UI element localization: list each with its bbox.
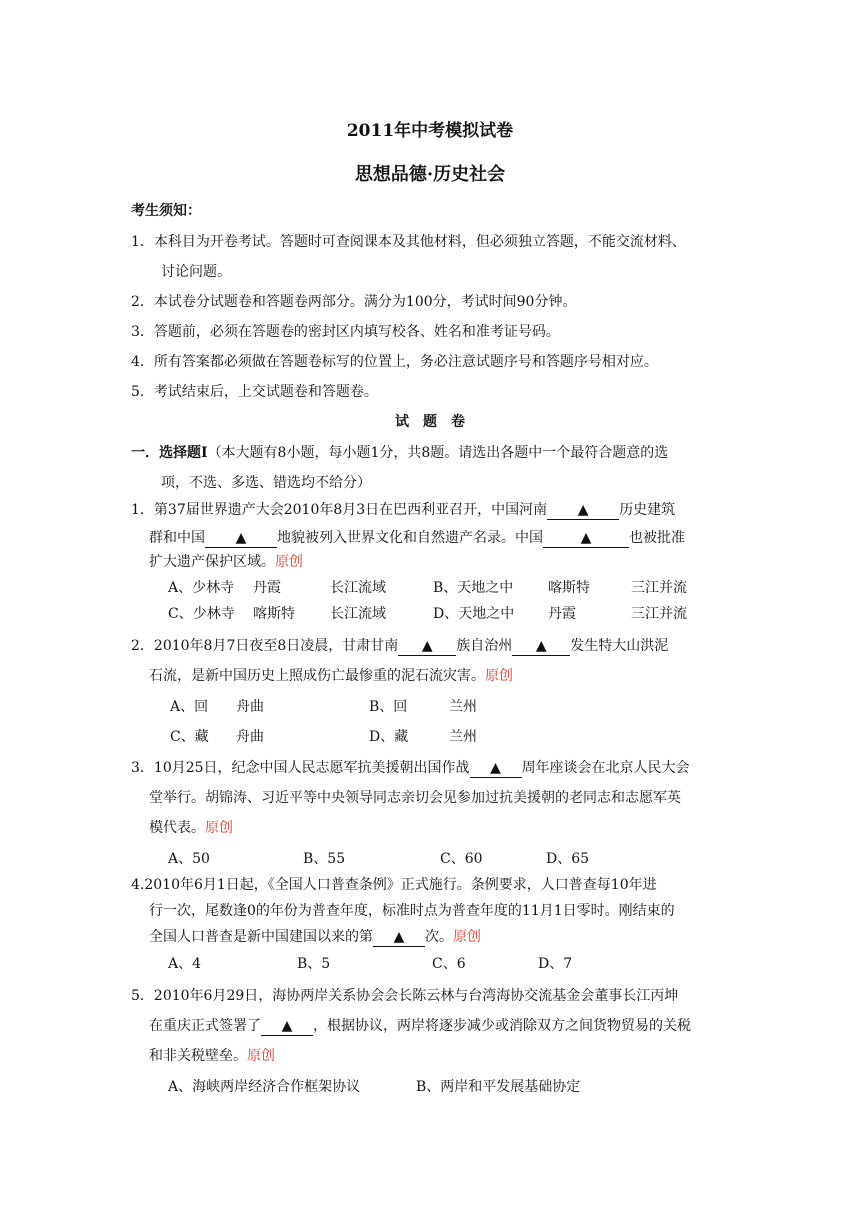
option-d: D、天地之中 xyxy=(433,606,515,622)
option-b: B、两岸和平发展基础协定 xyxy=(416,1079,581,1095)
original-tag: 原创 xyxy=(247,1048,275,1064)
question-5-line-2: 在重庆正式签署了 ▲ ，根据协议，两岸将逐步减少或消除双方之间货物贸易的关税 xyxy=(149,1018,691,1034)
question-3-line-1: 3．10月25日，纪念中国人民志愿军抗美援朝出国作战 ▲ 周年座谈会在北京人民大会 xyxy=(131,760,690,776)
notice-number: 3． xyxy=(131,324,154,340)
question-number: 1． xyxy=(131,502,154,518)
notice-number: 5． xyxy=(131,384,154,400)
answer-blank: ▲ xyxy=(205,529,277,548)
option-b-item-2: 兰州 xyxy=(449,699,477,715)
part-label: 一．选择题Ⅰ xyxy=(131,445,208,461)
notice-text: 所有答案都必须做在答题卷标写的位置上，务必注意试题序号和答题序号相对应。 xyxy=(153,354,658,370)
question-3-line-2: 堂举行。胡锦涛、习近平等中央领导同志亲切会见参加过抗美援朝的老同志和志愿军英 xyxy=(149,790,681,806)
part-heading xyxy=(131,443,668,463)
notice-item xyxy=(131,352,658,372)
option-a: A、海峡两岸经济合作框架协议 xyxy=(168,1079,361,1095)
notice-number: 4． xyxy=(131,354,154,370)
option-b: B、回 xyxy=(369,699,408,715)
option-a: A、少林寺 xyxy=(168,580,235,596)
notice-text: 本科目为开卷考试。答题时可查阅课本及其他材料，但必须独立答题，不能交流材料、 xyxy=(153,234,686,250)
option-c-item-3: 长江流域 xyxy=(330,606,386,622)
option-a: A、50 xyxy=(168,851,210,867)
option-b: B、55 xyxy=(303,851,346,867)
answer-blank: ▲ xyxy=(543,529,629,548)
answer-blank: ▲ xyxy=(373,928,425,947)
option-c: C、6 xyxy=(432,956,466,972)
answer-blank: ▲ xyxy=(398,637,456,656)
question-4-line-2: 行一次，尾数逢0的年份为普查年度，标准时点为普查年度的11月1日零时。刚结束的 xyxy=(149,903,675,919)
option-a-item-2: 舟曲 xyxy=(236,699,264,715)
question-4-line-1: 4.2010年6月1日起，《全国人口普查条例》正式施行。条例要求，人口普查每10年进 xyxy=(131,877,657,893)
option-b: B、5 xyxy=(297,956,331,972)
original-tag: 原创 xyxy=(485,668,513,684)
question-5-line-1: 5．2010年6月29日，海协两岸关系协会会长陈云林与台湾海协交流基金会董事长江丙坤 xyxy=(131,988,679,1004)
part-instructions-continued: 项，不选、多选、错选均不给分） xyxy=(161,475,371,491)
question-2-line-1: 2．2010年8月7日夜至8日凌晨，甘肃甘南 ▲ 族自治州 ▲ 发生特大山洪泥 xyxy=(131,638,669,654)
question-number: 3． xyxy=(131,760,154,776)
option-a-item-2: 丹霞 xyxy=(253,580,281,596)
question-5-line-3: 和非关税壁垒。原创 xyxy=(149,1048,275,1064)
question-1-line-1: 1．第37届世界遗产大会2010年8月3日在巴西利亚召开，中国河南 ▲ 历史建筑 xyxy=(131,502,676,518)
option-d: D、藏 xyxy=(369,729,409,745)
notice-number: 2． xyxy=(131,294,154,310)
page-subtitle: 思想品德·历史社会 xyxy=(354,164,506,185)
option-c: C、少林寺 xyxy=(168,606,235,622)
question-3-line-3: 模代表。原创 xyxy=(149,820,233,836)
question-4-line-3: 全国人口普查是新中国建国以来的第 ▲ 次。原创 xyxy=(149,929,481,945)
option-b: B、天地之中 xyxy=(433,580,514,596)
section-title: 试 题 卷 xyxy=(395,414,465,430)
answer-blank: ▲ xyxy=(547,501,619,520)
notice-item xyxy=(131,292,576,312)
option-c-item-2: 喀斯特 xyxy=(253,606,295,622)
option-b-item-2: 喀斯特 xyxy=(548,580,590,596)
option-c: C、藏 xyxy=(170,729,209,745)
original-tag: 原创 xyxy=(205,820,233,836)
option-c: C、60 xyxy=(440,851,483,867)
option-c-item-2: 舟曲 xyxy=(236,729,264,745)
option-d-item-2: 兰州 xyxy=(449,729,477,745)
notice-text: 答题前，必须在答题卷的密封区内填写校各、姓名和准考证号码。 xyxy=(153,324,560,340)
part-instructions: （本大题有8小题，每小题1分，共8题。请选出各题中一个最符合题意的选 xyxy=(207,445,669,461)
notice-item xyxy=(131,322,560,342)
option-a: A、回 xyxy=(170,699,209,715)
notice-item xyxy=(131,232,686,252)
notice-text: 本试卷分试题卷和答题卷两部分。满分为100分，考试时间90分钟。 xyxy=(153,294,577,310)
original-tag: 原创 xyxy=(275,554,303,570)
option-a: A、4 xyxy=(168,956,202,972)
answer-blank: ▲ xyxy=(470,759,522,778)
option-d-item-2: 丹霞 xyxy=(548,606,576,622)
option-d-item-3: 三江并流 xyxy=(631,606,687,622)
answer-blank: ▲ xyxy=(261,1017,313,1036)
notice-text-continued: 讨论问题。 xyxy=(161,264,231,280)
option-d: D、7 xyxy=(538,956,573,972)
question-number: 4. xyxy=(131,877,145,893)
notice-item xyxy=(131,382,378,402)
question-number: 2． xyxy=(131,638,154,654)
option-d: D、65 xyxy=(546,851,590,867)
notice-heading: 考生须知： xyxy=(131,203,201,219)
question-1-line-3: 扩大遗产保护区域。原创 xyxy=(149,554,303,570)
answer-blank: ▲ xyxy=(512,637,570,656)
option-a-item-3: 长江流域 xyxy=(330,580,386,596)
page-title: 2011年中考模拟试卷 xyxy=(346,121,514,141)
question-number: 5． xyxy=(131,988,154,1004)
question-1-line-2: 群和中国 ▲ 地貌被列入世界文化和自然遗产名录。中国 ▲ 也被批准 xyxy=(149,530,685,546)
notice-number: 1． xyxy=(131,234,154,250)
original-tag: 原创 xyxy=(453,929,481,945)
notice-text: 考试结束后，上交试题卷和答题卷。 xyxy=(153,384,378,400)
option-b-item-3: 三江并流 xyxy=(631,580,687,596)
question-2-line-2: 石流，是新中国历史上照成伤亡最惨重的泥石流灾害。原创 xyxy=(149,668,513,684)
